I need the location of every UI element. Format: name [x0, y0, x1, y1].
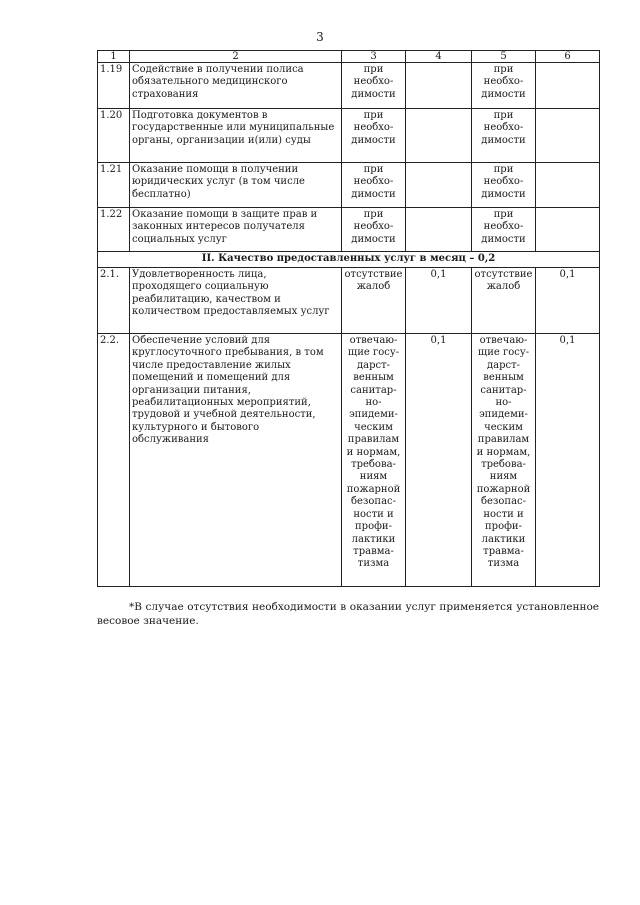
- service-name: Удовлетворенность лица, проходящего социальную реабилитацию, качеством и количеством предоставляемых услуг: [130, 268, 342, 334]
- service-name: Обеспечение условий для круглосуточного пребывания, в том числе предоставление жилых помещений и помещений для организации питания, реабилитационных мероприятий, трудовой и учебной деятельности, культурного и бытового обслуживания: [130, 334, 342, 587]
- cell-col6: 0,1: [536, 334, 600, 587]
- cell-col5: при необхо-димости: [472, 109, 536, 163]
- table-row: [98, 268, 600, 334]
- service-name: Содействие в получении полиса обязательного медицинского страхования: [130, 63, 342, 109]
- table-row: [98, 163, 600, 208]
- cell-col5: отсутствие жалоб: [472, 268, 536, 334]
- cell-col3: при необхо-димости: [342, 109, 406, 163]
- section-row: [98, 252, 600, 268]
- section-title: II. Качество предоставленных услуг в месяц – 0,2: [98, 252, 600, 268]
- header-cell: 2: [130, 51, 342, 63]
- footnote: *В случае отсутствия необходимости в оказании услуг применяется установленное весовое значение.: [97, 601, 599, 627]
- cell-col3: при необхо-димости: [342, 163, 406, 208]
- header-cell: 4: [406, 51, 472, 63]
- table-row: [98, 109, 600, 163]
- cell-col6: [536, 63, 600, 109]
- service-name: Оказание помощи в защите прав и законных интересов получателя социальных услуг: [130, 208, 342, 252]
- header-cell: 5: [472, 51, 536, 63]
- header-cell: 3: [342, 51, 406, 63]
- service-name: Подготовка документов в государственные или муниципальные органы, организации и(или) суды: [130, 109, 342, 163]
- cell-col6: [536, 163, 600, 208]
- table-row: [98, 334, 600, 587]
- cell-col5: при необхо-димости: [472, 208, 536, 252]
- header-cell: 1: [98, 51, 130, 63]
- service-name: Оказание помощи в получении юридических услуг (в том числе бесплатно): [130, 163, 342, 208]
- header-cell: 6: [536, 51, 600, 63]
- row-number: 2.2.: [98, 334, 130, 587]
- cell-col4: [406, 109, 472, 163]
- cell-col6: 0,1: [536, 268, 600, 334]
- cell-col5: при необхо-димости: [472, 163, 536, 208]
- row-number: 1.21: [98, 163, 130, 208]
- table-row: [98, 63, 600, 109]
- cell-col3: при необхо-димости: [342, 63, 406, 109]
- cell-col3: отсутствие жалоб: [342, 268, 406, 334]
- cell-col4: 0,1: [406, 334, 472, 587]
- header-row: [98, 51, 600, 63]
- cell-col5: отвечаю-щие госу-дарст-венным санитар-но-эпидеми-ческим правилам и нормам, требова-ниям пожарной безопас-ности и профи-лактики травма-тизма: [472, 334, 536, 587]
- row-number: 1.20: [98, 109, 130, 163]
- cell-col6: [536, 109, 600, 163]
- row-number: 1.19: [98, 63, 130, 109]
- cell-col4: [406, 163, 472, 208]
- cell-col4: [406, 208, 472, 252]
- cell-col6: [536, 208, 600, 252]
- cell-col5: при необхо-димости: [472, 63, 536, 109]
- cell-col4: 0,1: [406, 268, 472, 334]
- row-number: 2.1.: [98, 268, 130, 334]
- table-row: [98, 208, 600, 252]
- page-number: 3: [316, 30, 324, 44]
- cell-col3: отвечаю-щие госу-дарст-венным санитар-но-эпидеми-ческим правилам и нормам, требова-ниям пожарной безопас-ности и профи-лактики травма-тизма: [342, 334, 406, 587]
- row-number: 1.22: [98, 208, 130, 252]
- cell-col4: [406, 63, 472, 109]
- cell-col3: при необхо-димости: [342, 208, 406, 252]
- services-table: [97, 50, 600, 587]
